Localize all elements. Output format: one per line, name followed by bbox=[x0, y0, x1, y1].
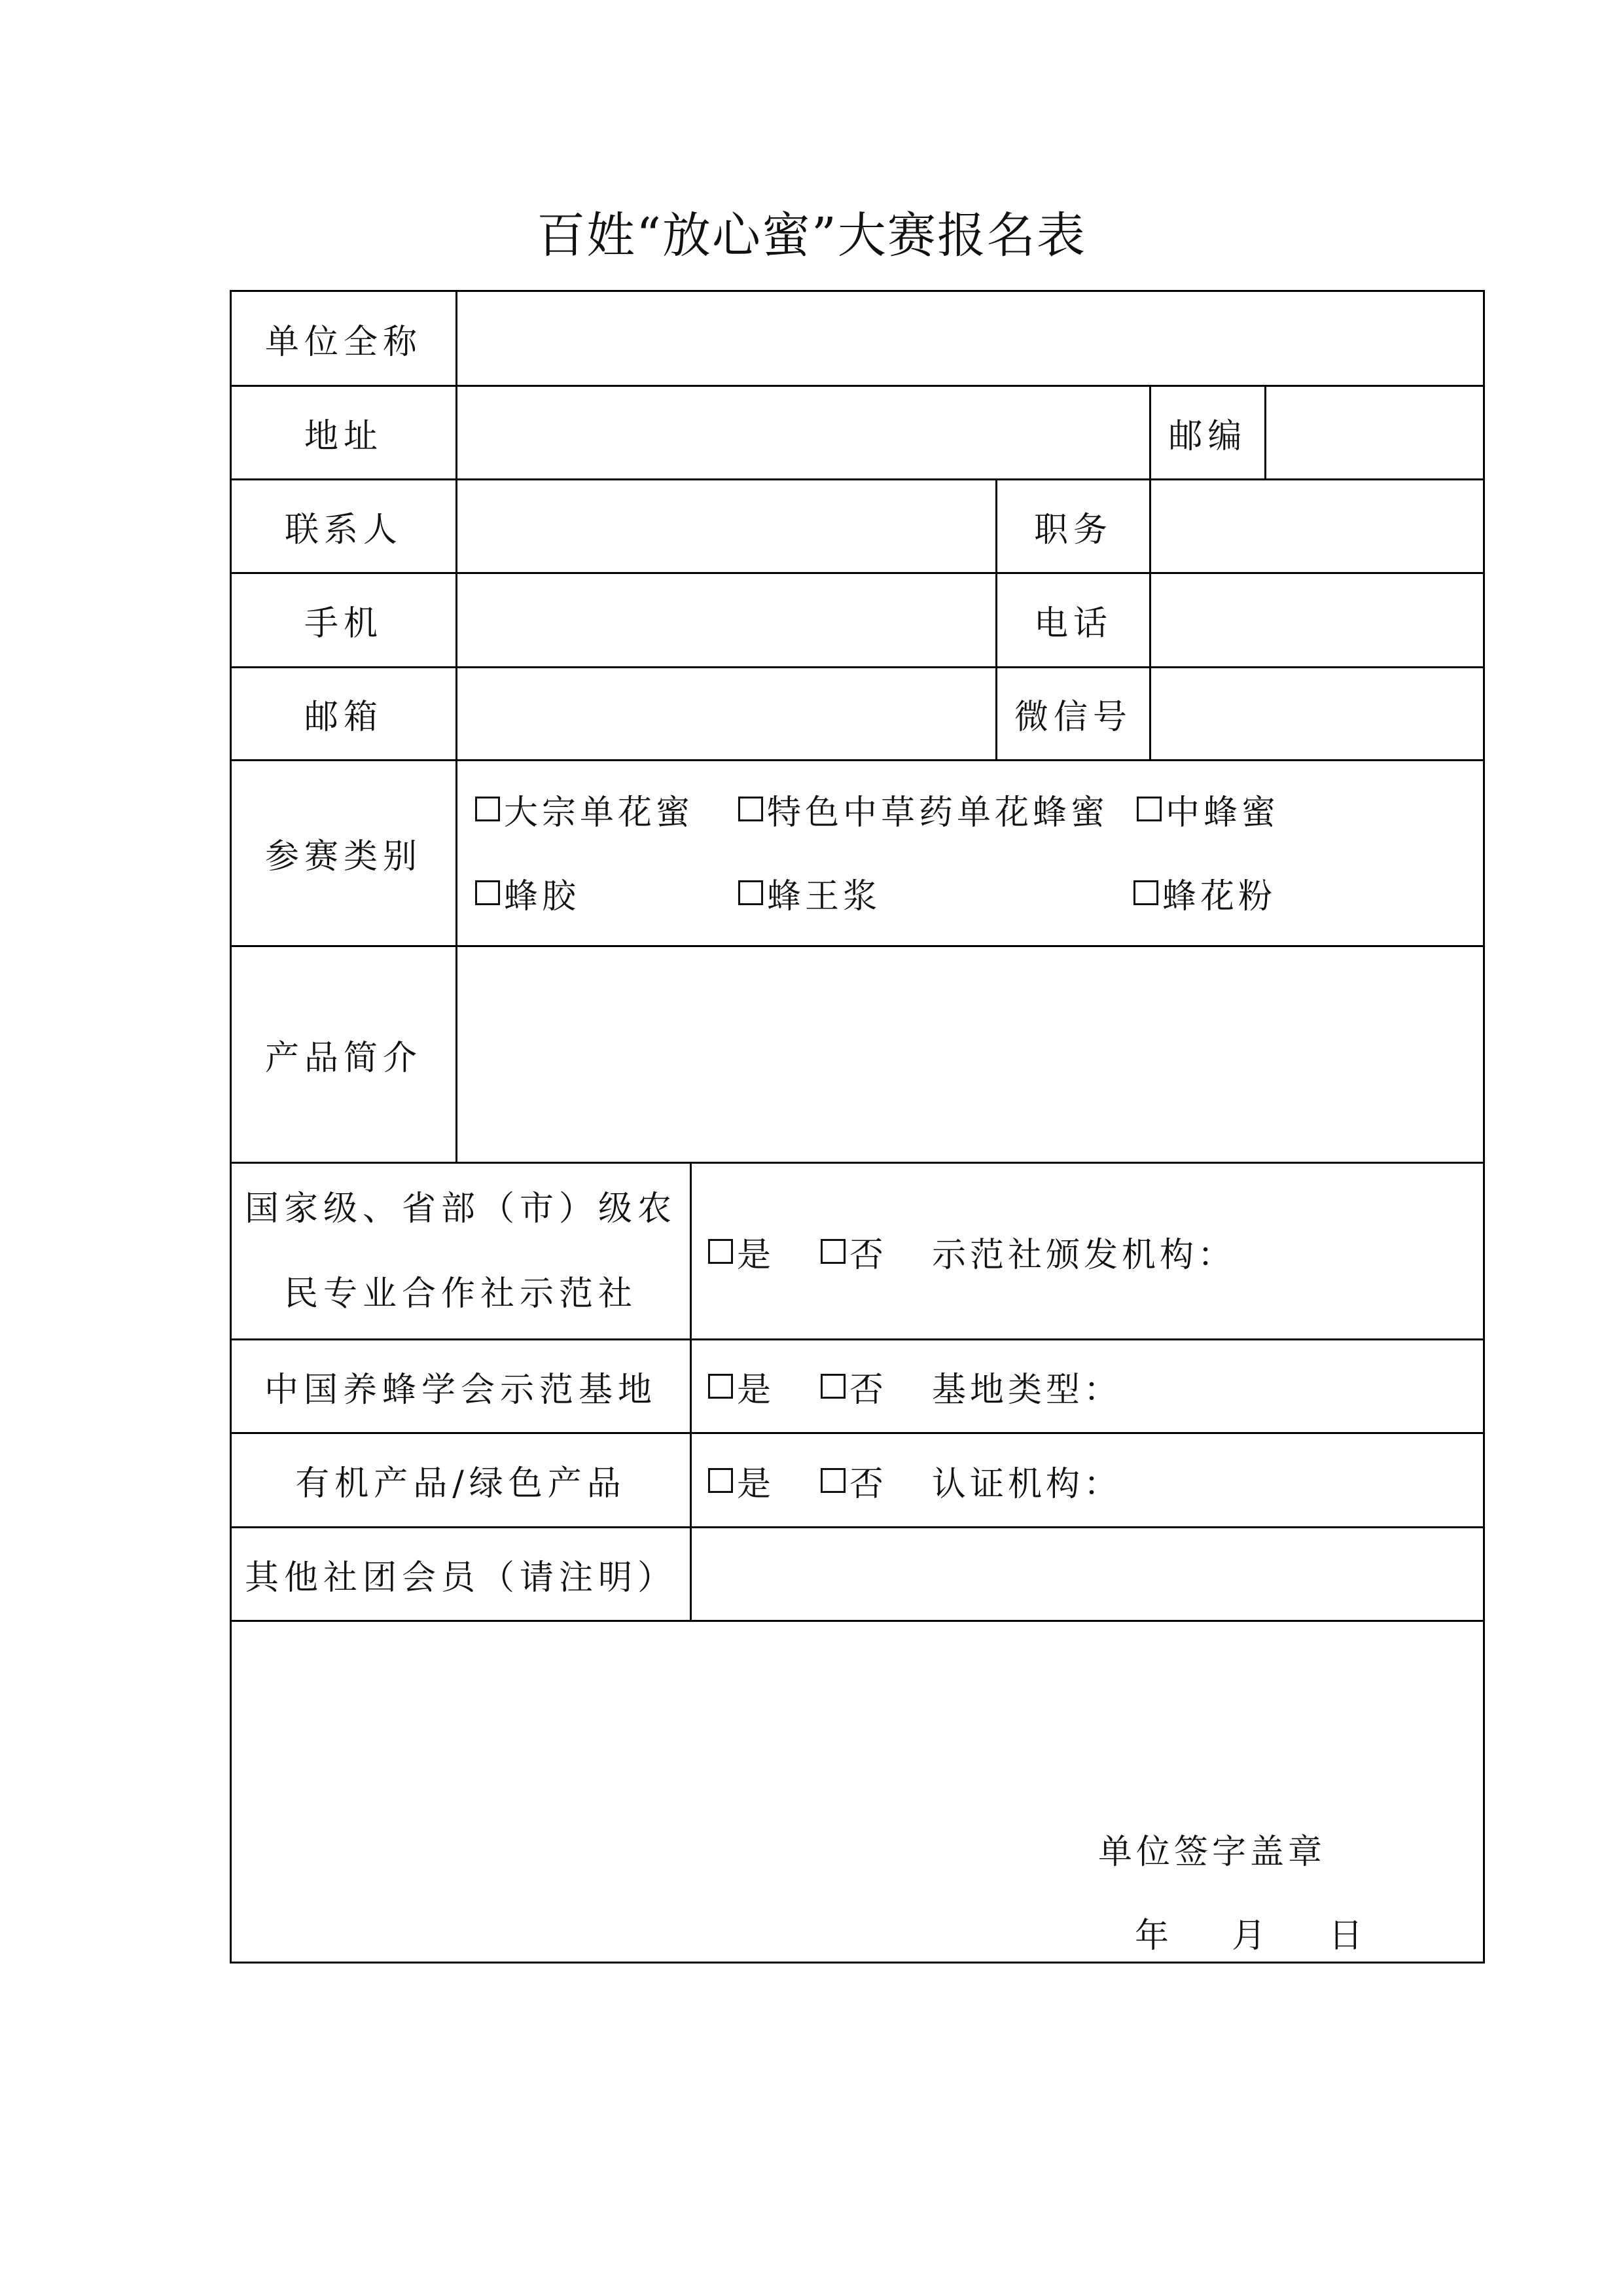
category-label: 参赛类别 bbox=[264, 837, 422, 876]
base-type-label: 基地类型： bbox=[932, 1370, 1122, 1410]
category-option-herbal-monofloral[interactable]: 特色中草药单花蜂蜜 bbox=[738, 783, 1109, 835]
position-field[interactable] bbox=[1151, 480, 1483, 572]
coop-demo-yes[interactable]: 是 bbox=[708, 1225, 775, 1278]
category-option-monofloral[interactable]: 大宗单花蜜 bbox=[475, 783, 694, 835]
address-label: 地址 bbox=[304, 416, 383, 456]
email-label: 邮箱 bbox=[304, 698, 383, 737]
society-base-yes[interactable]: 是 bbox=[708, 1360, 775, 1412]
product-intro-field[interactable] bbox=[457, 947, 1483, 1162]
address-field[interactable] bbox=[457, 387, 1149, 478]
society-base-no[interactable]: 否 bbox=[821, 1360, 887, 1412]
checkbox-icon[interactable] bbox=[475, 797, 500, 821]
category-option-propolis[interactable]: 蜂胶 bbox=[475, 867, 580, 919]
checkbox-icon[interactable] bbox=[708, 1374, 733, 1399]
product-intro-label: 产品简介 bbox=[264, 1038, 422, 1078]
organic-no[interactable]: 否 bbox=[821, 1454, 887, 1507]
organic-label: 有机产品/绿色产品 bbox=[295, 1464, 626, 1503]
other-member-label: 其他社团会员（请注明） bbox=[244, 1558, 677, 1598]
phone-field[interactable] bbox=[1151, 574, 1483, 666]
unit-name-field[interactable] bbox=[457, 292, 1483, 385]
checkbox-icon[interactable] bbox=[708, 1468, 733, 1493]
postcode-label: 邮编 bbox=[1168, 416, 1247, 456]
base-type-field[interactable] bbox=[1141, 1360, 1475, 1412]
checkbox-icon[interactable] bbox=[475, 880, 500, 905]
postcode-field[interactable] bbox=[1266, 387, 1483, 478]
issuing-org-field[interactable] bbox=[1200, 1225, 1475, 1278]
category-option-royal-jelly[interactable]: 蜂王浆 bbox=[738, 867, 881, 919]
cert-org-label: 认证机构： bbox=[932, 1464, 1122, 1504]
mobile-label: 手机 bbox=[304, 604, 383, 643]
checkbox-icon[interactable] bbox=[821, 1374, 846, 1399]
phone-label: 电话 bbox=[1033, 604, 1113, 643]
cert-org-field[interactable] bbox=[1141, 1454, 1475, 1507]
category-option-bee-pollen[interactable]: 蜂花粉 bbox=[1133, 867, 1276, 919]
date-label: 年 月 日 bbox=[1135, 1916, 1367, 1956]
issuing-org-label: 示范社颁发机构： bbox=[932, 1235, 1236, 1275]
checkbox-icon[interactable] bbox=[821, 1239, 846, 1264]
page-title: 百姓“放心蜜”大赛报名表 bbox=[537, 207, 1086, 264]
checkbox-icon[interactable] bbox=[1133, 880, 1158, 905]
position-label: 职务 bbox=[1033, 510, 1113, 550]
mobile-field[interactable] bbox=[457, 574, 995, 666]
checkbox-icon[interactable] bbox=[1137, 797, 1162, 821]
registration-form bbox=[230, 290, 1485, 1964]
email-field[interactable] bbox=[457, 668, 995, 759]
checkbox-icon[interactable] bbox=[738, 880, 763, 905]
category-option-chinese-bee-honey[interactable]: 中蜂蜜 bbox=[1137, 783, 1279, 835]
unit-name-label: 单位全称 bbox=[264, 322, 422, 362]
contact-label: 联系人 bbox=[284, 510, 402, 550]
signature-label: 单位签字盖章 bbox=[1098, 1832, 1327, 1872]
coop-demo-no[interactable]: 否 bbox=[821, 1225, 887, 1278]
checkbox-icon[interactable] bbox=[708, 1239, 733, 1264]
contact-field[interactable] bbox=[457, 480, 995, 572]
society-base-label: 中国养蜂学会示范基地 bbox=[264, 1370, 657, 1410]
organic-yes[interactable]: 是 bbox=[708, 1454, 775, 1507]
wechat-label: 微信号 bbox=[1014, 698, 1132, 737]
coop-demo-label: 国家级、省部（市）级农 民专业合作社示范社 bbox=[244, 1189, 677, 1314]
other-member-field[interactable] bbox=[692, 1528, 1483, 1620]
wechat-field[interactable] bbox=[1151, 668, 1483, 759]
checkbox-icon[interactable] bbox=[738, 797, 763, 821]
checkbox-icon[interactable] bbox=[821, 1468, 846, 1493]
